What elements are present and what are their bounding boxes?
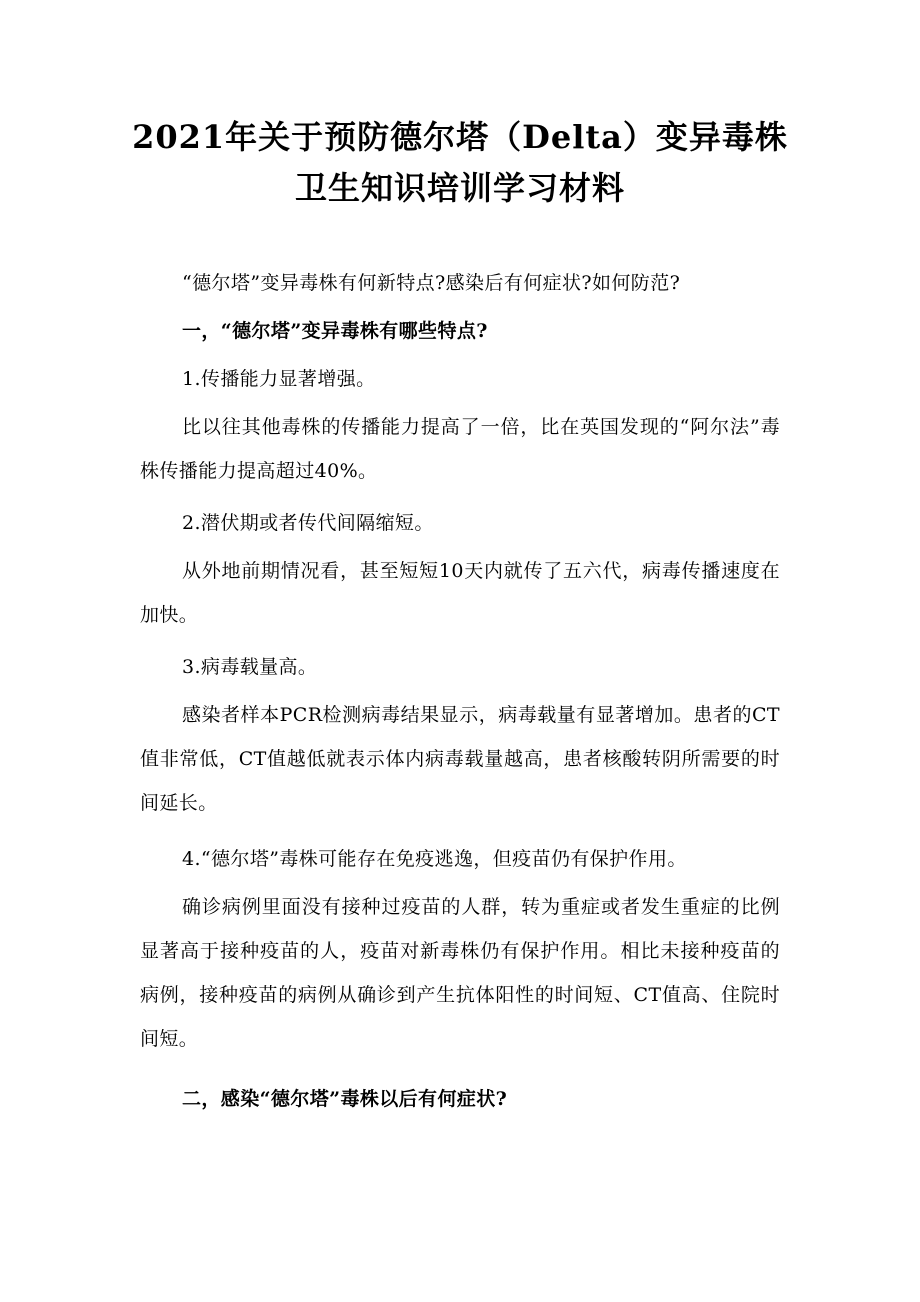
intro-paragraph: “德尔塔”变异毒株有何新特点?感染后有何症状?如何防范? [182,272,681,294]
section-heading-1: 一，“德尔塔”变异毒株有哪些特点? [182,320,488,342]
subheading-1: 1.传播能力显著增强。 [182,368,376,390]
paragraph-4: 确诊病例里面没有接种过疫苗的人群，转为重症或者发生重症的比例显著高于接种疫苗的人，疫苗对新毒株仍有保护作用。相比未接种疫苗的病例，接种疫苗的病例从确诊到产生抗体阳性的时间短、CT值高、住院时间短。 [140,896,780,1050]
document-title-line-1: 2021年关于预防德尔塔（Delta）变异毒株 [132,118,788,156]
subheading-3: 3.病毒载量高。 [182,656,318,678]
paragraph-3: 感染者样本PCR检测病毒结果显示，病毒载量有显著增加。患者的CT值非常低，CT值越低就表示体内病毒载量越高，患者核酸转阴所需要的时间延长。 [140,704,780,814]
subheading-2: 2.潜伏期或者传代间隔缩短。 [182,512,434,534]
document-title-line-2: 卫生知识培训学习材料 [294,169,625,207]
section-heading-2: 二，感染“德尔塔”毒株以后有何症状? [182,1088,508,1110]
paragraph-2: 从外地前期情况看，甚至短短10天内就传了五六代，病毒传播速度在加快。 [140,560,780,626]
subheading-4: 4.“德尔塔”毒株可能存在免疫逃逸，但疫苗仍有保护作用。 [182,848,687,870]
paragraph-1: 比以往其他毒株的传播能力提高了一倍，比在英国发现的“阿尔法”毒株传播能力提高超过40%。 [140,416,780,482]
